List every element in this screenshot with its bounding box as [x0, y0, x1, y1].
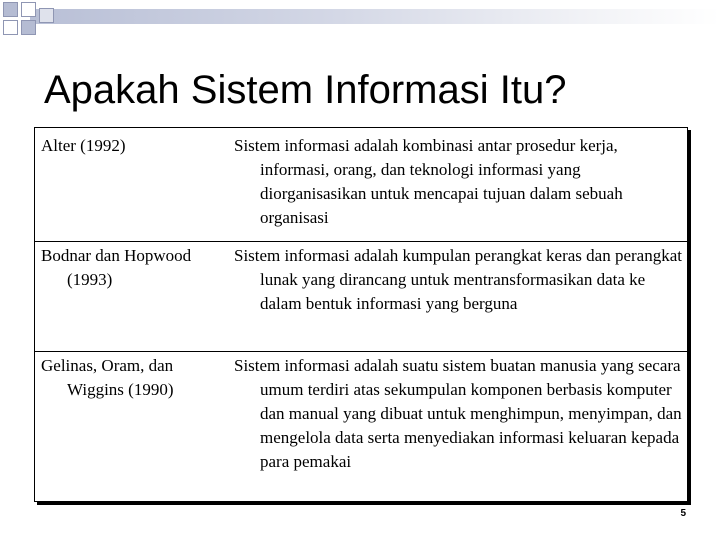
- row-divider: [35, 241, 687, 242]
- table-row: [35, 134, 687, 242]
- row-divider: [35, 351, 687, 352]
- header-decoration-bar: [30, 9, 720, 24]
- slide-title: Apakah Sistem Informasi Itu?: [44, 68, 567, 112]
- page-number: 5: [680, 508, 686, 519]
- author-cell: Alter (1992): [41, 136, 126, 155]
- decorative-square: [21, 2, 36, 17]
- author-cell: Gelinas, Oram, dan Wiggins (1990): [41, 356, 174, 399]
- definition-cell: Sistem informasi adalah kumpulan perangkat keras dan perangkat lunak yang dirancang untuk mentransformasikan data ke dalam bentuk informasi yang berguna: [234, 246, 682, 313]
- definition-cell: Sistem informasi adalah kombinasi antar prosedur kerja, informasi, orang, dan teknologi informasi yang diorganisasikan untuk mencapai tujuan dalam sebuah organisasi: [234, 136, 623, 227]
- definitions-table: [34, 127, 688, 502]
- decorative-square: [3, 2, 18, 17]
- decorative-square: [3, 20, 18, 35]
- table-row: [35, 244, 687, 352]
- table-row: [35, 354, 687, 500]
- decorative-square: [21, 20, 36, 35]
- definition-cell: Sistem informasi adalah suatu sistem buatan manusia yang secara umum terdiri atas sekumpulan komponen berbasis komputer dan manual yang dibuat untuk menghimpun, menyimpan, dan mengelola data serta menyediakan informasi keluaran kepada para pemakai: [234, 356, 682, 471]
- author-cell: Bodnar dan Hopwood (1993): [41, 246, 192, 289]
- decorative-square: [39, 8, 54, 23]
